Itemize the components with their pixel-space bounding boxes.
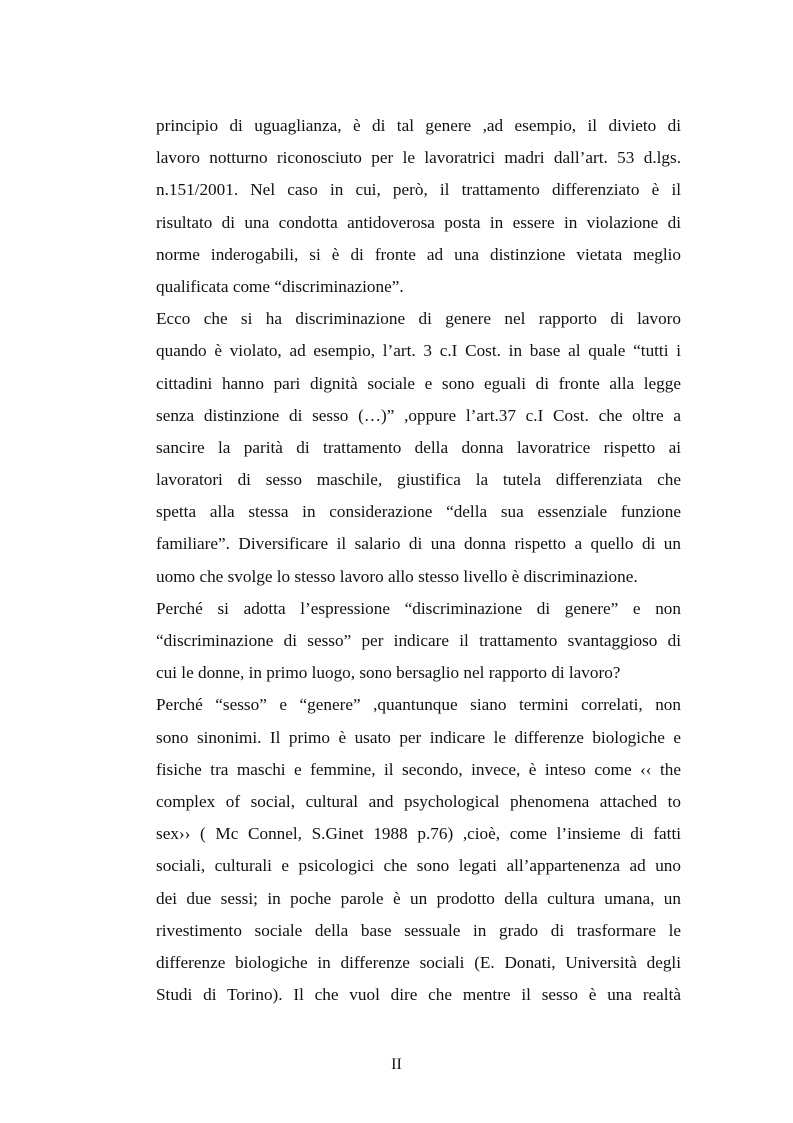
- text-line: complex of social, cultural and psychological phenomena attached to: [156, 791, 681, 811]
- text-line: sancire la parità di trattamento della donna lavoratrice rispetto ai: [156, 437, 681, 457]
- text-line: cittadini hanno pari dignità sociale e sono eguali di fronte alla legge: [156, 373, 681, 393]
- text-line: familiare”. Diversificare il salario di una donna rispetto a quello di un: [156, 534, 681, 554]
- text-line: sono sinonimi. Il primo è usato per indicare le differenze biologiche e: [156, 727, 681, 747]
- text-line: cui le donne, in primo luogo, sono bersaglio nel rapporto di lavoro?: [156, 663, 621, 683]
- text-line: lavoro notturno riconosciuto per le lavoratrici madri dall’art. 53 d.lgs.: [156, 148, 681, 168]
- body-text: [156, 110, 681, 1011]
- text-line: spetta alla stessa in considerazione “della sua essenziale funzione: [156, 502, 681, 522]
- text-line: Perché “sesso” e “genere” ,quantunque siano termini correlati, non: [156, 695, 681, 715]
- text-line: quando è violato, ad esempio, l’art. 3 c.I Cost. in base al quale “tutti i: [156, 341, 681, 361]
- text-line: differenze biologiche in differenze sociali (E. Donati, Università degli: [156, 952, 681, 972]
- text-line: senza distinzione di sesso (…)” ,oppure l’art.37 c.I Cost. che oltre a: [156, 405, 681, 425]
- text-line: norme inderogabili, si è di fronte ad una distinzione vietata meglio: [156, 244, 681, 264]
- text-line: fisiche tra maschi e femmine, il secondo, invece, è inteso come ‹‹ the: [156, 759, 681, 779]
- text-line: dei due sessi; in poche parole è un prodotto della cultura umana, un: [156, 888, 681, 908]
- text-line: “discriminazione di sesso” per indicare il trattamento svantaggioso di: [156, 631, 681, 650]
- text-line: n.151/2001. Nel caso in cui, però, il trattamento differenziato è il: [156, 180, 681, 200]
- text-line: Perché si adotta l’espressione “discriminazione di genere” e non: [156, 598, 681, 618]
- text-line: risultato di una condotta antidoverosa posta in essere in violazione di: [156, 212, 681, 232]
- text-line: Ecco che si ha discriminazione di genere nel rapporto di lavoro: [156, 309, 681, 329]
- text-line: uomo che svolge lo stesso lavoro allo stesso livello è discriminazione.: [156, 566, 638, 586]
- text-line: sex›› ( Mc Connel, S.Ginet 1988 p.76) ,cioè, come l’insieme di fatti: [156, 824, 681, 844]
- text-line: rivestimento sociale della base sessuale in grado di trasformare le: [156, 920, 681, 940]
- text-line: sociali, culturali e psicologici che sono legati all’appartenenza ad uno: [156, 856, 681, 876]
- text-line: Studi di Torino). Il che vuol dire che mentre il sesso è una realtà: [156, 985, 681, 1005]
- text-line: lavoratori di sesso maschile, giustifica la tutela differenziata che: [156, 470, 681, 490]
- page-number: II: [391, 1056, 402, 1073]
- text-line: principio di uguaglianza, è di tal genere ,ad esempio, il divieto di: [156, 116, 681, 135]
- text-line: qualificata come “discriminazione”.: [156, 276, 404, 296]
